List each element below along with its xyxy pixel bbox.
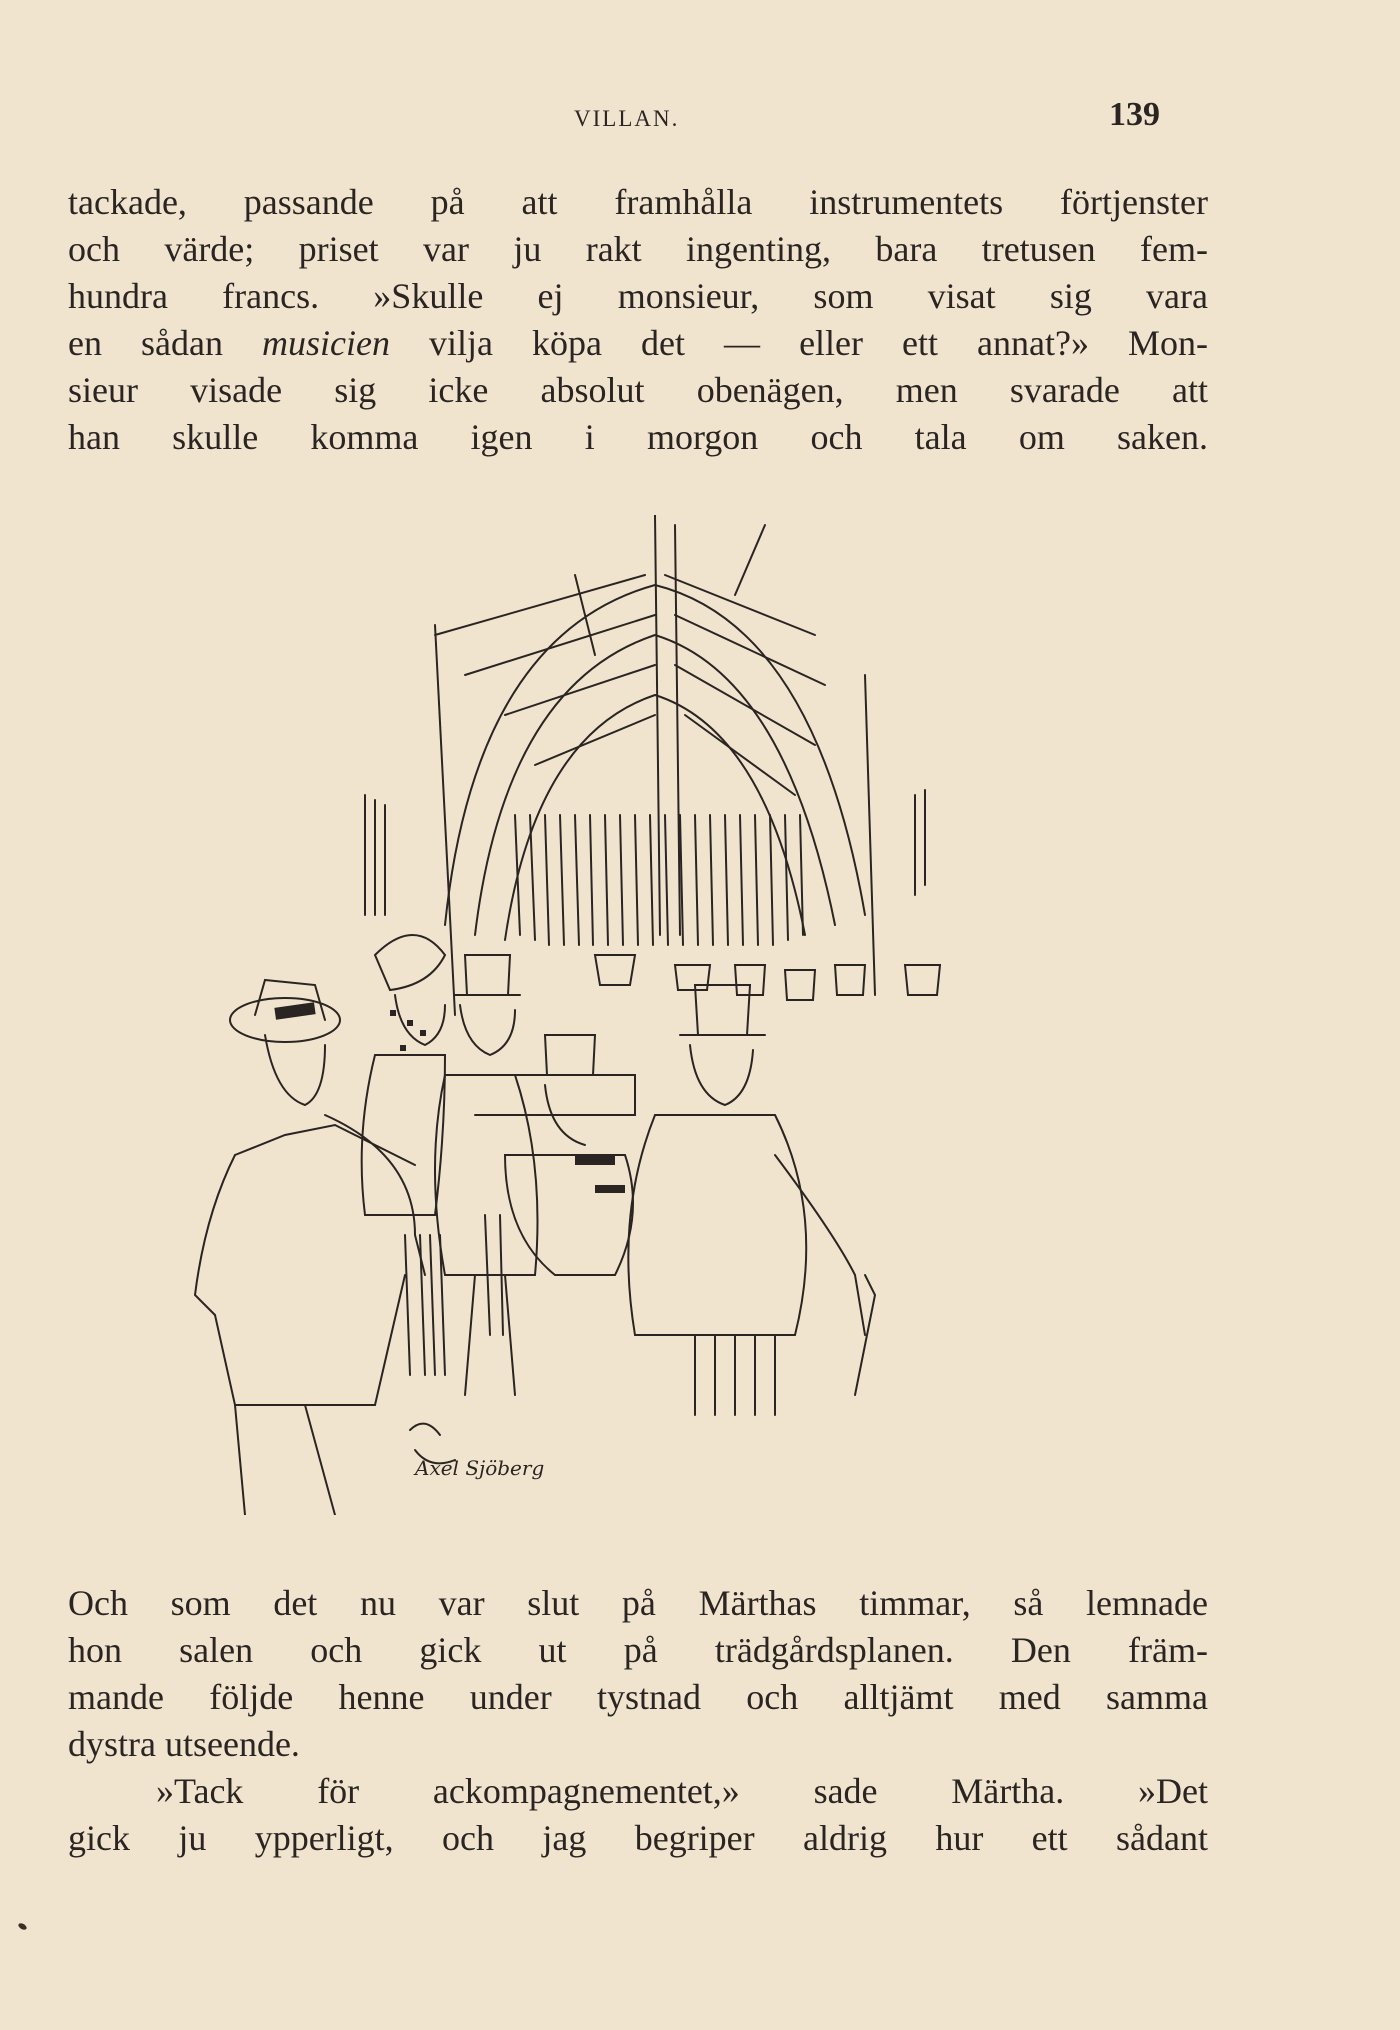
- text-line: hon salen och gick ut på trädgårdsplanen. Den främ-: [68, 1630, 1208, 1670]
- illustration-crowd-in-arcade: [175, 515, 1070, 1515]
- text-line: »Tack för ackompagnementet,» sade Märtha. »Det: [156, 1771, 1208, 1811]
- running-head: [60, 96, 1160, 146]
- roof-arch-deep: [505, 695, 805, 940]
- top-paragraph: [68, 179, 1208, 461]
- ink-blot: [17, 1922, 27, 1931]
- roof-ridge: [655, 515, 660, 935]
- bottom-paragraphs: [68, 1580, 1208, 1862]
- illustration-signature: Axel Sjöberg: [415, 1456, 545, 1480]
- text-line-with-italic: [68, 320, 1208, 367]
- text-line: dystra utseende.: [68, 1724, 300, 1764]
- italic-word: musicien: [262, 323, 390, 363]
- text-line: Och som det nu var slut på Märthas timmar, så lemnade: [68, 1583, 1208, 1623]
- text-line: sieur visade sig icke absolut obenägen, men svarade att: [68, 370, 1208, 410]
- text-line: tackade, passande på att framhålla instrumentets förtjenster: [68, 182, 1208, 222]
- running-head-title: VILLAN.: [574, 106, 680, 131]
- illustration-drawing: [175, 515, 1070, 1515]
- page-number: 139: [1109, 96, 1160, 133]
- text-fragment: en sådan: [68, 323, 223, 363]
- text-line: och värde; priset var ju rakt ingenting, bara tretusen fem-: [68, 229, 1208, 269]
- text-line: mande följde henne under tystnad och alltjämt med samma: [68, 1677, 1208, 1717]
- text-fragment: vilja köpa det — eller ett annat?» Mon-: [429, 323, 1209, 363]
- text-line: hundra francs. »Skulle ej monsieur, som visat sig vara: [68, 276, 1208, 316]
- text-line: gick ju ypperligt, och jag begriper aldrig hur ett sådant: [68, 1818, 1208, 1858]
- text-line: han skulle komma igen i morgon och tala om saken.: [68, 417, 1208, 457]
